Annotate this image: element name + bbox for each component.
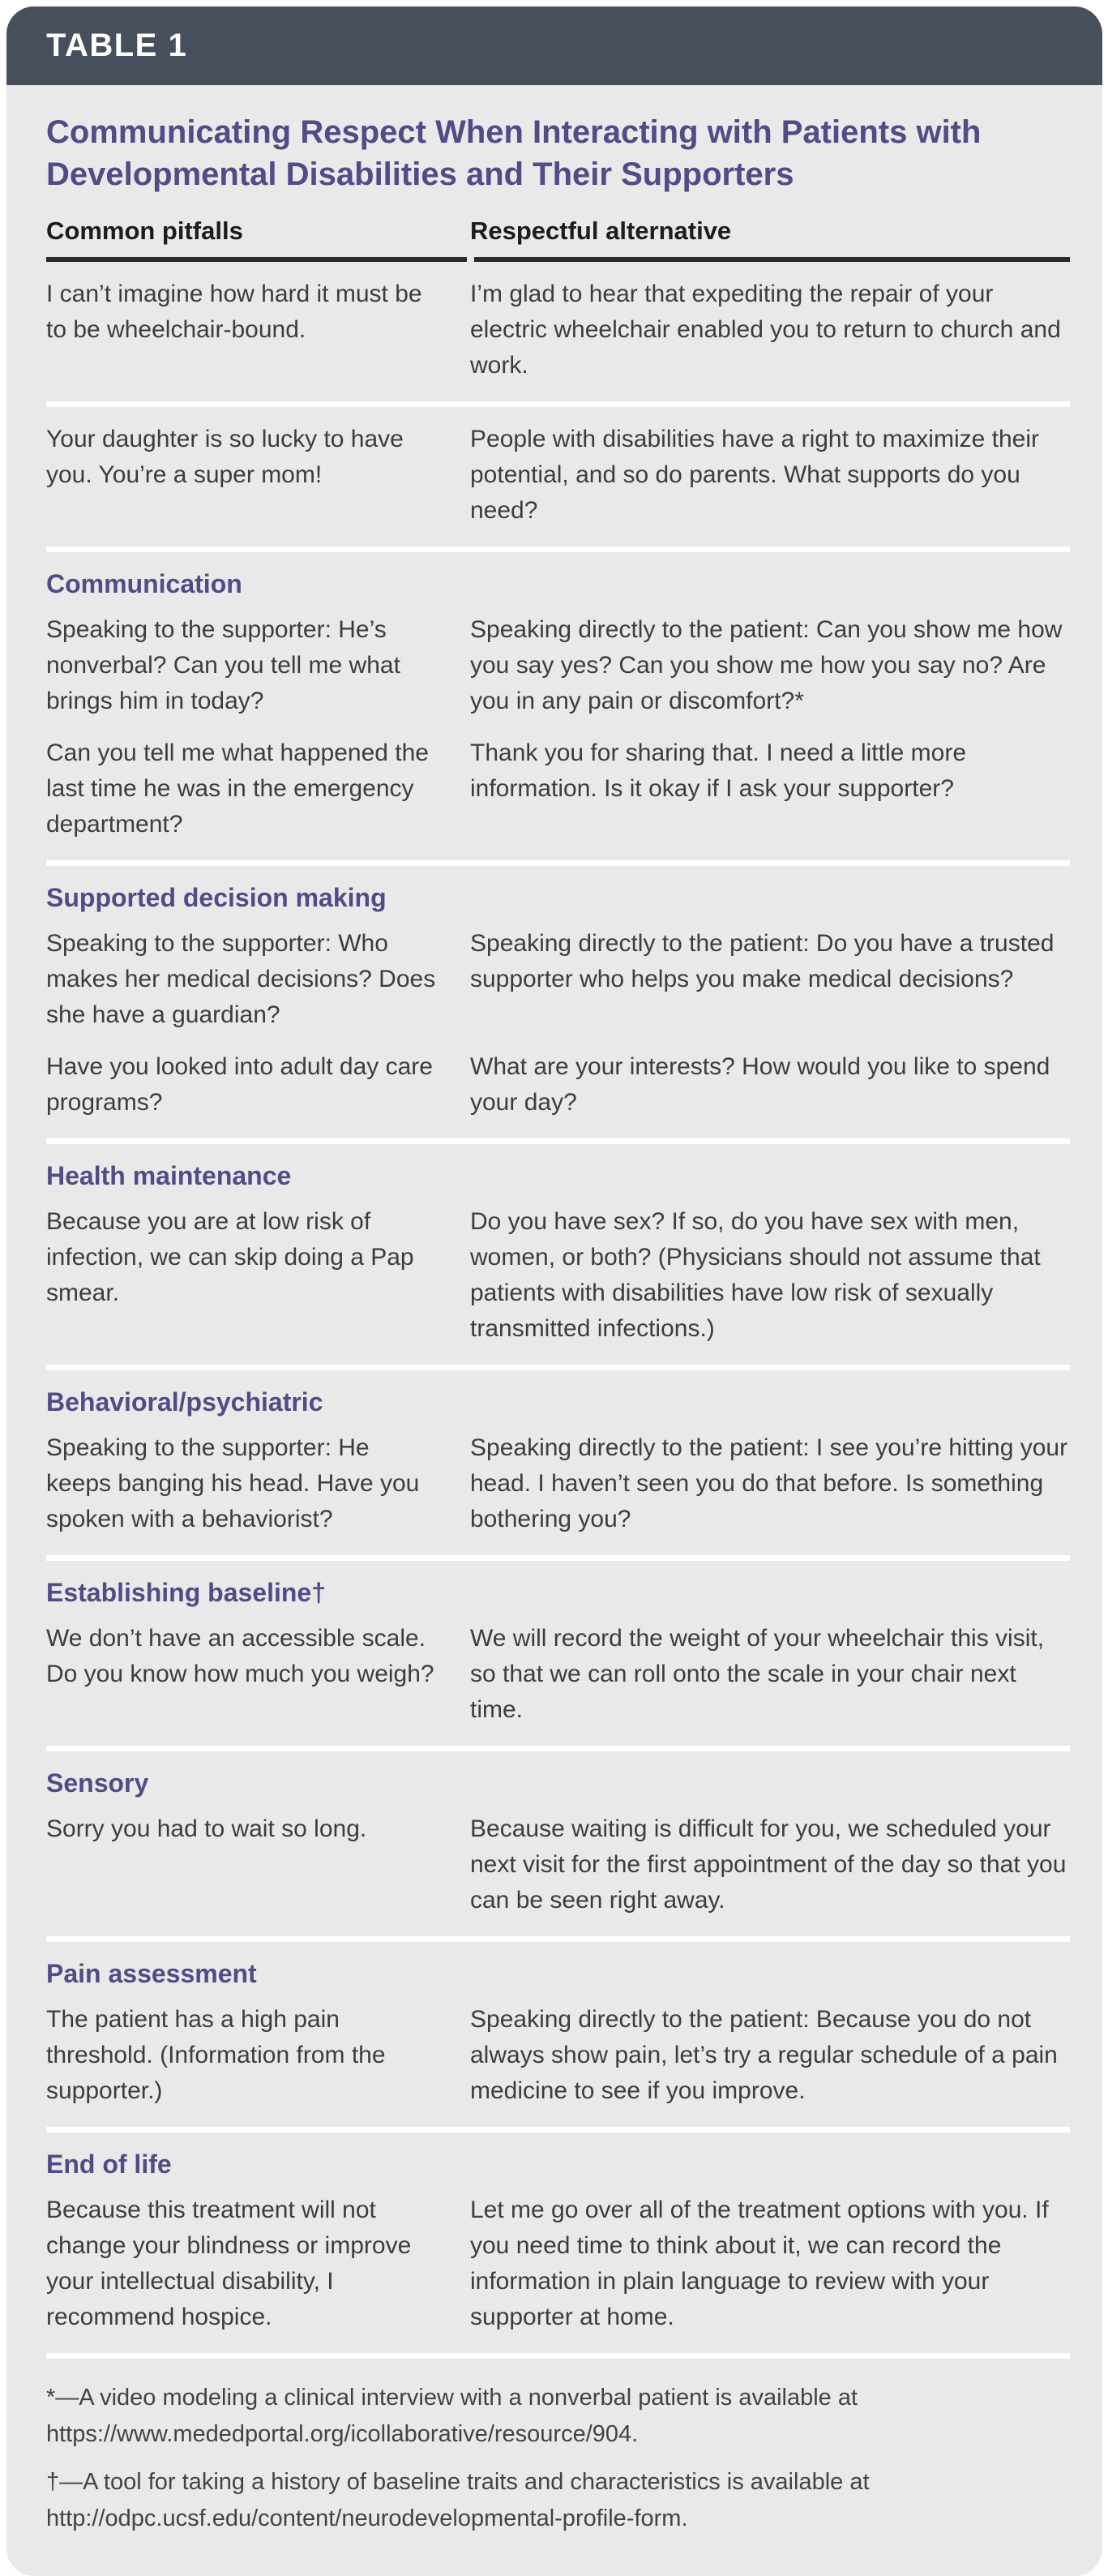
section-heading: Behavioral/psychiatric [46, 1387, 323, 1417]
table-row [46, 1204, 1070, 1347]
table-row [46, 1430, 1070, 1537]
alternative-cell: Do you have sex? If so, do you have sex with men, women, or both? (Physicians should not assume that patients with disabilities have low risk of sexually transmitted infections.) [470, 1208, 1041, 1342]
footnote: †—A tool for taking a history of baseline traits and characteristics is available at http://odpc.ucsf.edu/content/neurodevelopmental-profile-form. [46, 2469, 870, 2531]
pitfall-cell: Have you looked into adult day care programs? [46, 1053, 433, 1116]
pitfall-cell: Can you tell me what happened the last time he was in the emergency department? [46, 739, 429, 838]
column-header-common-pitfalls: Common pitfalls [46, 216, 243, 245]
table-section [46, 401, 1070, 546]
section-heading: Sensory [46, 1768, 149, 1798]
table-label-bar [6, 6, 1102, 85]
pitfall-cell: I can’t imagine how hard it must be to be wheelchair-bound. [46, 281, 422, 343]
table-section [46, 2127, 1070, 2353]
alternative-cell: Speaking directly to the patient: Because you do not always show pain, let’s try a regular schedule of a pain medicine to see if you improve. [470, 2006, 1058, 2104]
pitfall-cell: Speaking to the supporter: He’s nonverbal? Can you tell me what brings him in today? [46, 616, 400, 714]
table-row [46, 1049, 1070, 1121]
section-heading: Pain assessment [46, 1959, 257, 1988]
section-heading: End of life [46, 2150, 172, 2179]
section-heading: Supported decision making [46, 883, 387, 912]
column-header-rule [46, 257, 1070, 262]
table-section [46, 1138, 1070, 1365]
column-gap-notch [467, 257, 474, 262]
pitfall-cell: Because this treatment will not change your blindness or improve your intellectual disability, I recommend hospice. [46, 2197, 412, 2330]
alternative-cell: What are your interests? How would you like to spend your day? [470, 1053, 1050, 1116]
alternative-cell: Speaking directly to the patient: I see you’re hitting your head. I haven’t seen you do that before. Is something bothering you? [470, 1434, 1068, 1532]
alternative-cell: Speaking directly to the patient: Do you have a trusted supporter who helps you make medical decisions? [470, 930, 1055, 992]
alternative-cell: I’m glad to hear that expediting the repair of your electric wheelchair enabled you to return to church and work. [470, 281, 1061, 379]
table-section [46, 860, 1070, 1138]
footnotes [46, 2353, 1070, 2537]
alternative-cell: Let me go over all of the treatment options with you. If you need time to think about it, we can record the information in plain language to review with your supporter at home. [470, 2197, 1049, 2330]
table-title: Communicating Respect When Interacting with Patients with Developmental Disabilities and Their Supporters [46, 114, 982, 192]
table-card [6, 6, 1102, 2576]
table-section [46, 1746, 1070, 1936]
table-section [46, 546, 1070, 860]
pitfall-cell: Sorry you had to wait so long. [46, 1815, 367, 1842]
table-row [46, 422, 1070, 529]
table-row [46, 276, 1070, 384]
pitfall-cell: We don’t have an accessible scale. Do you know how much you weigh? [46, 1625, 434, 1687]
table-sections [46, 262, 1070, 2353]
table-row [46, 1811, 1070, 1918]
alternative-cell: People with disabilities have a right to maximize their potential, and so do parents. What supports do you need? [470, 426, 1039, 524]
table-body [6, 85, 1102, 2576]
table-section [46, 262, 1070, 401]
pitfall-cell: Speaking to the supporter: Who makes her medical decisions? Does she have a guardian? [46, 930, 436, 1028]
pitfall-cell: Speaking to the supporter: He keeps banging his head. Have you spoken with a behaviorist? [46, 1434, 420, 1532]
pitfall-cell: Your daughter is so lucky to have you. You’re a super mom! [46, 426, 404, 488]
table-row [46, 1621, 1070, 1728]
table-row [46, 2192, 1070, 2335]
section-heading: Establishing baseline† [46, 1578, 326, 1607]
table-section [46, 1365, 1070, 1555]
column-header-respectful-alternative: Respectful alternative [470, 216, 732, 245]
alternative-cell: Speaking directly to the patient: Can you show me how you say yes? Can you show me how you say no? Are you in any pain or discomfort?* [470, 616, 1063, 714]
table-section [46, 1555, 1070, 1746]
footnote: *—A video modeling a clinical interview with a nonverbal patient is available at https://www.mededportal.org/icollaborative/resource/904. [46, 2385, 858, 2447]
pitfall-cell: Because you are at low risk of infection, we can skip doing a Pap smear. [46, 1208, 414, 1306]
table-section [46, 1936, 1070, 2127]
section-heading: Health maintenance [46, 1161, 292, 1190]
table-row [46, 735, 1070, 842]
table-label: TABLE 1 [46, 28, 188, 63]
pitfall-cell: The patient has a high pain threshold. (Information from the supporter.) [46, 2006, 386, 2104]
section-heading: Communication [46, 569, 242, 598]
column-headers [46, 216, 1070, 257]
table-row [46, 612, 1070, 719]
alternative-cell: Thank you for sharing that. I need a little more information. Is it okay if I ask your supporter? [470, 739, 966, 802]
table-row [46, 2002, 1070, 2109]
alternative-cell: We will record the weight of your wheelchair this visit, so that we can roll onto the scale in your chair next time. [470, 1625, 1045, 1723]
alternative-cell: Because waiting is difficult for you, we scheduled your next visit for the first appointment of the day so that you can be seen right away. [470, 1815, 1067, 1914]
table-row [46, 926, 1070, 1033]
